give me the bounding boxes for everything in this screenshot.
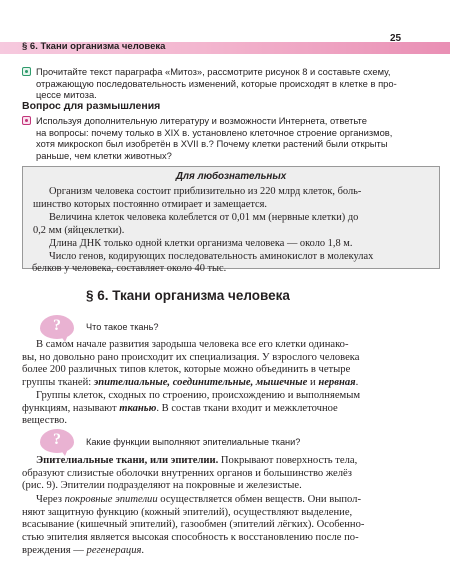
task-line: цессе митоза. — [36, 89, 97, 101]
task-line: отражающую последовательность изменений, которые происходят в клетке в про- — [36, 77, 397, 89]
term: мышечные — [255, 377, 308, 389]
term-epithelium: Эпителиальные ткани, или эпителии. — [36, 455, 219, 466]
box-title: Для любознательных — [175, 171, 287, 182]
box-line: Организм человека состоит приблизительно из 220 млрд клеток, боль- — [49, 186, 362, 197]
text-line: функциям, называют тканью. В состав ткани входит и межклеточное — [22, 402, 338, 414]
box-line: Величина клеток человека колеблется от 0,01 мм (нервные клетки) до — [49, 212, 359, 223]
paragraph-epithelium: Эпителиальные ткани, или эпителии. Покрывают поверхность тела, образуют слизистые оболочки внутренних органов и большинство желёз (рис. 9). Эпителии подразделяют на покровные и железистые. — [22, 455, 442, 493]
term: эпителиальные — [93, 377, 168, 389]
section-title: § 6. Ткани организма человека — [86, 288, 290, 303]
term-tissue: тканью — [119, 402, 157, 414]
reflection-line: на вопросы: почему только в XIX в. установлено клеточное строение организмов, — [36, 126, 393, 138]
question-bubble-icon: ? — [40, 315, 74, 339]
text-line: (рис. 9). Эпителии подразделяют на покровные и железистые. — [22, 480, 302, 492]
paragraph-covering-epithelium: Через покровные эпителии осуществляется обмен веществ. Они выпол- няют защитную функцию (кожный эпителий), осуществляют выделение, всасывание (кишечный эпителий), газообмен (эпителий лёгких). Особенно- стью эпителия является высокая способность к восстановлению после по- вреждения — регенерация. — [22, 494, 442, 558]
question-epithelium-functions: Какие функции выполняют эпителиальные ткани? — [86, 437, 301, 447]
text-line: Группы клеток, сходных по строению, происхождению и выполняемым — [36, 390, 361, 401]
term-regeneration: регенерация — [86, 544, 142, 556]
question-bubble-icon: ? — [40, 429, 74, 453]
page-number: 25 — [390, 33, 402, 44]
task-icon — [22, 67, 31, 76]
text-line: вреждения — регенерация. — [22, 544, 145, 556]
term-covering-epithelium: покровные эпителии — [64, 494, 158, 505]
text-line: стью эпителия является высокая способность к восстановлению после по- — [22, 532, 359, 544]
reflection-line: Используя дополнительную литературу и возможности Интернета, ответьте — [36, 115, 367, 126]
box-paragraph — [33, 211, 429, 237]
reflection-line: раньше, чем клетки животных? — [36, 149, 172, 161]
research-icon — [22, 116, 31, 125]
term: соединительные — [172, 377, 251, 389]
text-line: В самом начале развития зародыша человека все его клетки одинако- — [36, 339, 349, 350]
task-line: Прочитайте текст параграфа «Митоз», рассмотрите рисунок 8 и составьте схему, — [36, 66, 391, 77]
text-line: группы тканей: эпителиальные, соединительные, мышечные и нервная. — [22, 377, 359, 389]
box-paragraph-tail: белков у человека, составляет около 40 тыс. — [32, 263, 227, 274]
term: нервная — [318, 377, 356, 389]
box-line: 0,2 мм (яйцеклетки). — [33, 225, 125, 236]
text-line: няют защитную функцию (кожный эпителий), осуществляют выделение, — [22, 506, 353, 518]
curious-box — [22, 166, 440, 269]
running-head: § 6. Ткани организма человека — [22, 41, 166, 52]
question-what-is-tissue: Что такое ткань? — [86, 322, 159, 332]
text-line: образуют слизистые оболочки внутренних органов и большинство желёз — [22, 467, 352, 479]
box-line: Число генов, кодирующих последовательность аминокислот в молекулах — [49, 251, 374, 262]
paragraph-development — [22, 339, 442, 390]
paragraph-tissue-definition — [22, 390, 442, 428]
reflection-line: хотя микроскоп был изобретён в XVII в.? Почему клетки растений были открыты — [36, 138, 388, 150]
box-line: Длина ДНК только одной клетки организма человека — около 1,8 м. — [49, 238, 353, 249]
box-paragraph — [33, 237, 429, 250]
question-heading: Вопрос для размышления — [22, 100, 161, 112]
text-line: вещество. — [22, 415, 67, 427]
text-line: вы, но довольно рано происходит их специализация. У взрослого человека — [22, 351, 360, 363]
text-line: более 200 различных типов клеток, которые можно объединить в четыре — [22, 364, 351, 376]
text-line: всасывание (кишечный эпителий), газообмен (эпителий лёгких). Особенно- — [22, 519, 365, 531]
page-header — [0, 32, 450, 60]
box-paragraph — [33, 185, 429, 211]
box-line: шинство которых постоянно отмирает и замещается. — [33, 199, 268, 210]
